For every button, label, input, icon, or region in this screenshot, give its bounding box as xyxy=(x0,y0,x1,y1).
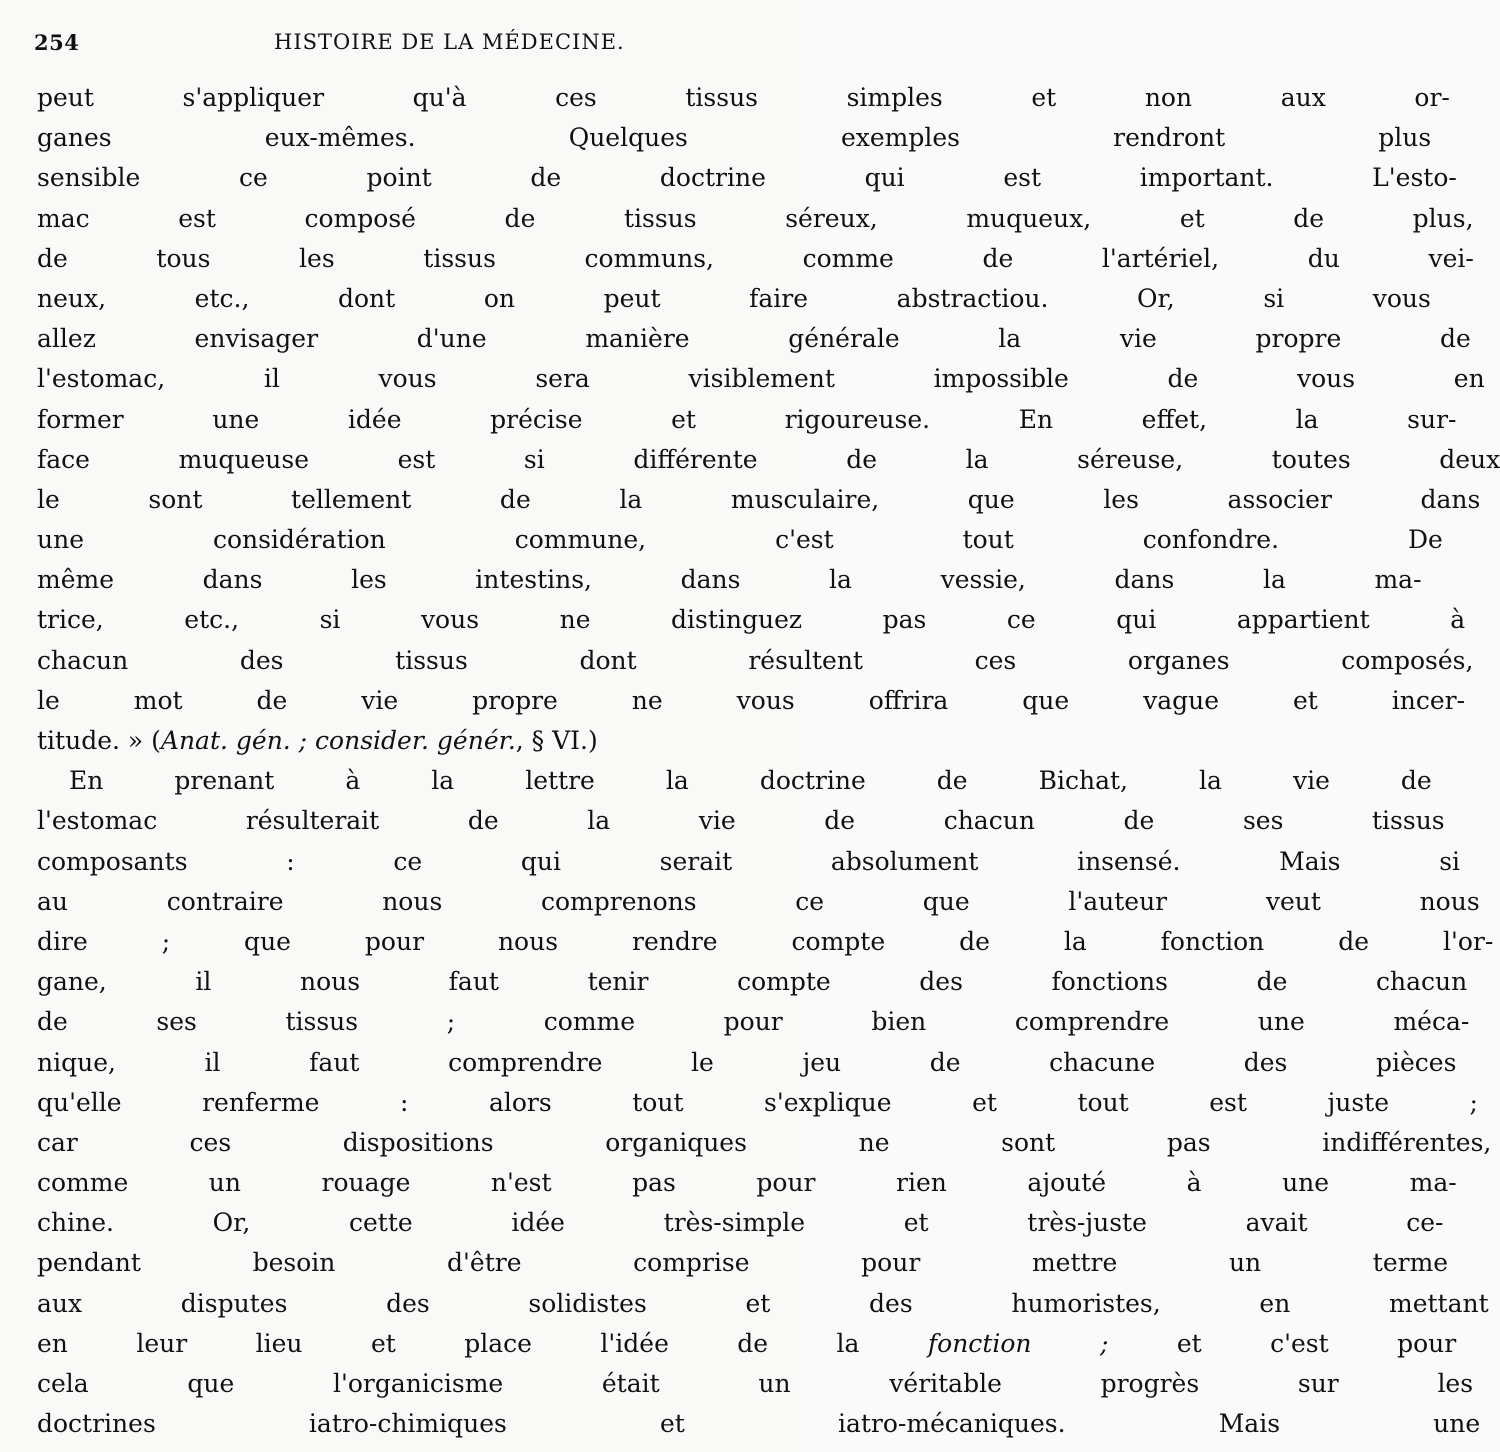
text-line: pendant besoin d'être comprise pour mettre un terme xyxy=(37,1248,1449,1278)
text-line: peut s'appliquer qu'à ces tissus simples et non aux or- xyxy=(37,83,1450,112)
text-line: doctrines iatro-chimiques et iatro-mécaniques. Mais une xyxy=(37,1409,1481,1439)
text-line: de ses tissus ; comme pour bien comprendre une méca- xyxy=(37,1007,1470,1037)
text-line: En prenant à la lettre la doctrine de Bichat, la vie de xyxy=(69,766,1432,796)
text-line: le sont tellement de la musculaire, que les associer dans xyxy=(37,484,1481,514)
text-line: une considération commune, c'est tout confondre. De xyxy=(37,525,1443,555)
text-line: allez envisager d'une manière générale la vie propre de xyxy=(37,324,1471,354)
text-line: au contraire nous comprenons ce que l'auteur veut nous xyxy=(37,886,1480,916)
text-line: sensible ce point de doctrine qui est important. L'esto- xyxy=(37,163,1457,193)
text-line: dire ; que pour nous rendre compte de la fonction de l'or- xyxy=(37,926,1494,956)
text-line: ganes eux-mêmes. Quelques exemples rendront plus xyxy=(37,123,1432,153)
text-line: le mot de vie propre ne vous offrira que vague et incer- xyxy=(37,685,1466,715)
text-line: gane, il nous faut tenir compte des fonctions de chacun xyxy=(37,967,1468,997)
text-line: trice, etc., si vous ne distinguez pas ce qui appartient à xyxy=(37,605,1466,635)
text-line: comme un rouage n'est pas pour rien ajouté à une ma- xyxy=(37,1168,1457,1198)
text-line: face muqueuse est si différente de la séreuse, toutes deux xyxy=(37,444,1500,474)
text-line: en leur lieu et place l'idée de la fonction ; et c'est pour xyxy=(37,1328,1457,1358)
text-line: cela que l'organicisme était un véritable progrès sur les xyxy=(37,1369,1474,1398)
text-line: neux, etc., dont on peut faire abstractiou. Or, si vous xyxy=(37,283,1431,313)
italic-citation: Anat. gén. ; consider. génér. xyxy=(160,726,516,755)
text-line: l'estomac, il vous sera visiblement impossible de vous en xyxy=(37,364,1485,394)
running-header xyxy=(34,30,774,64)
text-line: mac est composé de tissus séreux, muqueux, et de plus, xyxy=(37,203,1474,233)
text-line: former une idée précise et rigoureuse. En effet, la sur- xyxy=(37,404,1457,434)
text-line: même dans les intestins, dans la vessie, dans la ma- xyxy=(37,565,1422,595)
text-line: composants : ce qui serait absolument insensé. Mais si xyxy=(37,846,1461,876)
page-number: 254 xyxy=(34,30,80,55)
body-text xyxy=(37,78,1500,1444)
text-line: qu'elle renferme : alors tout s'explique et tout est juste ; xyxy=(37,1087,1478,1117)
italic-citation: fonction ; xyxy=(927,1328,1109,1358)
text-line: l'estomac résulterait de la vie de chacun de ses tissus xyxy=(37,806,1445,836)
text-line: car ces dispositions organiques ne sont pas indifférentes, xyxy=(37,1127,1492,1157)
text-line: chacun des tissus dont résultent ces organes composés, xyxy=(37,645,1474,675)
running-title: HISTOIRE DE LA MÉDECINE. xyxy=(274,30,625,54)
text-line: nique, il faut comprendre le jeu de chacune des pièces xyxy=(37,1047,1457,1077)
text-line: titude. » (Anat. gén. ; consider. génér., § VI.) xyxy=(37,726,598,755)
text-line: aux disputes des solidistes et des humoristes, en mettant xyxy=(37,1288,1489,1318)
text-line: de tous les tissus communs, comme de l'artériel, du vei- xyxy=(37,243,1474,273)
text-line: chine. Or, cette idée très-simple et très-juste avait ce- xyxy=(37,1208,1444,1238)
